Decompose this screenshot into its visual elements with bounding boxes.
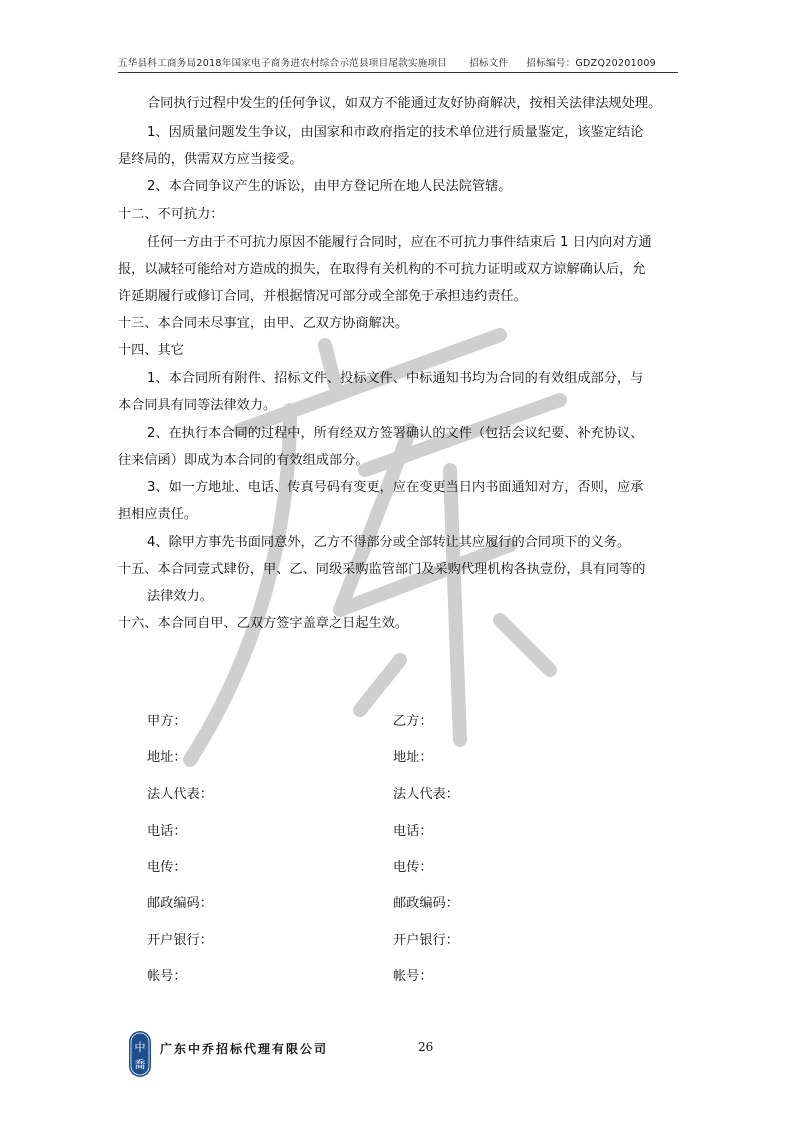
paragraph-line: 3、如一方地址、电话、传真号码有变更，应在变更当日内书面通知对方，否则，应承 xyxy=(147,480,644,495)
paragraph-line: 任何一方由于不可抗力原因不能履行合同时，应在不可抗力事件结束后 1 日内向对方通 xyxy=(147,235,652,250)
paragraph-line: 2、本合同争议产生的诉讼，由甲方登记所在地人民法院管辖。 xyxy=(147,179,512,194)
page-number: 26 xyxy=(418,1040,434,1054)
party-a-phone-label: 电话： xyxy=(147,824,187,839)
party-b-representative-label: 法人代表： xyxy=(393,787,459,802)
header-rule xyxy=(118,72,678,73)
header-doc-type: 招标文件 xyxy=(469,58,509,69)
party-a-name-label: 甲方： xyxy=(147,714,187,729)
section-heading: 十三、本合同未尽事宜，由甲、乙双方协商解决。 xyxy=(118,316,409,331)
section-heading: 十五、本合同壹式肆份，甲、乙、同级采购监管部门及采购代理机构各执壹份，具有同等的 xyxy=(118,562,646,577)
paragraph-line: 是终局的，供需双方应当接受。 xyxy=(118,152,303,167)
header-doc-number: 招标编号：GDZQ20201009 xyxy=(526,58,657,69)
paragraph-line: 法律效力。 xyxy=(147,589,213,604)
party-a-representative-label: 法人代表： xyxy=(147,787,213,802)
paragraph-line: 担相应责任。 xyxy=(118,507,198,522)
party-b-bank-label: 开户银行： xyxy=(393,933,459,948)
party-b-phone-label: 电话： xyxy=(393,824,433,839)
party-b-address-label: 地址： xyxy=(393,750,433,765)
paragraph-line: 许延期履行或修订合同，并根据情况可部分或全部免于承担违约责任。 xyxy=(118,289,527,304)
footer-company-name: 广东中乔招标代理有限公司 xyxy=(160,1042,329,1056)
paragraph-line: 报，以减轻可能给对方造成的损失，在取得有关机构的不可抗力证明或双方谅解确认后，允 xyxy=(118,262,646,277)
paragraph-line: 合同执行过程中发生的任何争议，如双方不能通过友好协商解决，按相关法律法规处理。 xyxy=(147,96,662,111)
party-a-account-label: 帐号： xyxy=(147,969,187,984)
svg-text:中: 中 xyxy=(134,1041,146,1054)
company-logo xyxy=(128,1030,152,1078)
paragraph-line: 往来信函）即成为本合同的有效组成部分。 xyxy=(118,453,369,468)
page-header xyxy=(118,55,678,69)
section-heading: 十六、本合同自甲、乙双方签字盖章之日起生效。 xyxy=(118,616,409,631)
section-heading: 十四、其它 xyxy=(118,343,184,358)
paragraph-line: 1、本合同所有附件、招标文件、投标文件、中标通知书均为合同的有效组成部分，与 xyxy=(147,371,644,386)
party-a-bank-label: 开户银行： xyxy=(147,933,213,948)
paragraph-line: 4、除甲方事先书面同意外，乙方不得部分或全部转让其应履行的合同项下的义务。 xyxy=(147,535,631,550)
party-b-name-label: 乙方： xyxy=(393,714,433,729)
party-a-postcode-label: 邮政编码： xyxy=(147,896,213,911)
svg-text:喬: 喬 xyxy=(134,1058,146,1071)
party-b-fax-label: 电传： xyxy=(393,860,433,875)
section-heading: 十二、不可抗力： xyxy=(118,207,224,222)
header-project: 五华县科工商务局2018年国家电子商务进农村综合示范县项目尾款实施项目 xyxy=(118,58,448,69)
party-a-address-label: 地址： xyxy=(147,750,187,765)
party-a-fax-label: 电传： xyxy=(147,860,187,875)
paragraph-line: 本合同具有同等法律效力。 xyxy=(118,398,277,413)
paragraph-line: 2、在执行本合同的过程中，所有经双方签署确认的文件（包括会议纪要、补充协议、 xyxy=(147,426,644,441)
party-b-account-label: 帐号： xyxy=(393,969,433,984)
paragraph-line: 1、因质量问题发生争议，由国家和市政府指定的技术单位进行质量鉴定，该鉴定结论 xyxy=(147,125,644,140)
party-b-postcode-label: 邮政编码： xyxy=(393,896,459,911)
